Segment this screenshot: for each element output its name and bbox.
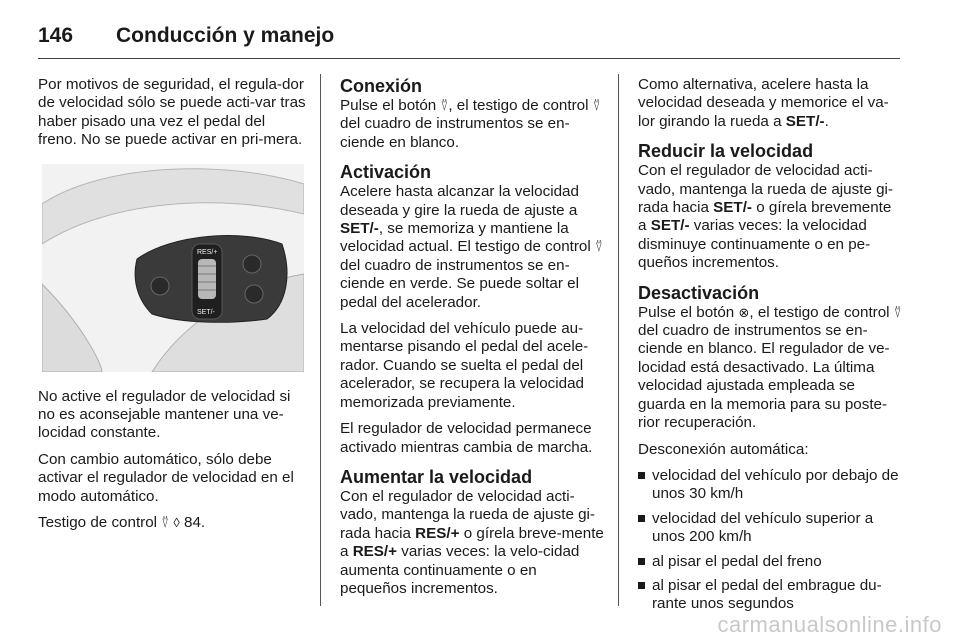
paragraph-indicator-ref: Testigo de control ⍢ ◊ 84. — [38, 514, 206, 532]
auto-disconnect-label: Desconexión automática: — [638, 440, 809, 458]
auto-disconnect-list — [638, 467, 902, 614]
column-2 — [340, 76, 604, 606]
cruise-control-icon: ⍢ — [440, 98, 449, 113]
cruise-control-icon: ⍢ — [594, 239, 603, 255]
paragraph-constant-speed: No active el regulador de velocidad si no es aconsejable mantener una ve-locidad constante. — [38, 387, 291, 442]
steering-wheel-controls-image — [42, 164, 304, 372]
cruise-control-icon: ⍢ — [161, 515, 170, 531]
cruise-control-icon: ⍢ — [592, 98, 601, 113]
column-divider-2 — [618, 74, 619, 606]
watermark: carmanualsonline.info — [717, 612, 942, 637]
paragraph-alternative: Como alternativa, acelere hasta la velocidad deseada y memorice el va-lor girando la rueda a SET/-. — [638, 76, 889, 130]
heading-aumentar: Aumentar la velocidad — [340, 466, 533, 487]
header-rule — [38, 58, 900, 59]
set-control-label: SET/- — [785, 112, 825, 130]
page-reference-link[interactable]: 84. — [184, 514, 206, 532]
paragraph-conexion: Pulse el botón ⍢, el testigo de control ⍢ del cuadro de instrumentos se en-ciende en blanco. — [340, 97, 601, 151]
list-item: al pisar el pedal del embrague du-rante unos segundos — [638, 577, 902, 614]
page-number: 146 — [38, 24, 74, 47]
heading-conexion: Conexión — [340, 76, 423, 96]
heading-desactivacion: Desactivación — [638, 282, 760, 303]
set-control-label: SET/- — [650, 217, 690, 235]
res-control-label: RES/+ — [352, 543, 398, 561]
set-control-label: SET/- — [713, 199, 752, 217]
column-1 — [38, 76, 306, 540]
paragraph-accelerate: La velocidad del vehículo puede au-mentarse pisando el pedal del acele-rador. Cuando se suelta el pedal del acelerador, se recupera la velocidad memorizada previamente. — [340, 320, 589, 411]
paragraph-activacion: Acelere hasta alcanzar la velocidad deseada y gire la rueda de ajuste a SET/-, se memoriza y mantiene la velocidad actual. El testigo de control ⍢ del cuadro de instrumentos se en-ciende en verde. Se puede soltar el pedal del acelerador. — [340, 183, 603, 311]
paragraph-automatic: Con cambio automático, sólo debe activar el regulador de velocidad en el modo automático. — [38, 450, 294, 505]
set-label: SET/- — [197, 308, 215, 316]
list-item: velocidad del vehículo por debajo de unos 30 km/h — [638, 467, 902, 504]
res-label: RES/+ — [197, 248, 218, 256]
page-header — [38, 16, 900, 56]
list-item: velocidad del vehículo superior a unos 200 km/h — [638, 510, 902, 547]
page-reference-icon: ◊ — [173, 515, 180, 531]
cruise-control-icon: ⍢ — [893, 304, 902, 320]
set-control-label: SET/- — [340, 220, 379, 238]
res-control-label: RES/+ — [415, 524, 460, 542]
paragraph-gear-change: El regulador de velocidad permanece activado mientras cambia de marcha. — [340, 420, 593, 456]
paragraph-reducir: Con el regulador de velocidad acti-vado, mantenga la rueda de ajuste gi-rada hacia SET/- o gírela brevemente a SET/- varias veces: la velocidad disminuye continuamente o en pe-queños incrementos. — [638, 162, 893, 272]
column-divider-1 — [320, 74, 321, 606]
paragraph-safety: Por motivos de seguridad, el regula-dor de velocidad sólo se puede acti-var tras haber pisado una vez el pedal del freno. No se puede activar en pri-mera. — [38, 76, 306, 149]
heading-activacion: Activación — [340, 162, 432, 183]
section-title: Conducción y manejo — [116, 24, 335, 47]
paragraph-aumentar: Con el regulador de velocidad acti-vado, mantenga la rueda de ajuste gi-rada hacia RES/+ o gírela breve-mente a RES/+ varias veces: la velo-cidad aumenta continuamente o en pequeños incrementos. — [340, 487, 604, 597]
list-item: al pisar el pedal del freno — [638, 553, 902, 571]
cruise-cancel-icon: ⊗ — [738, 304, 750, 320]
heading-reducir: Reducir la velocidad — [638, 141, 814, 162]
paragraph-desactivacion: Pulse el botón ⊗, el testigo de control ⍢ del cuadro de instrumentos se en-ciende en blanco. El regulador de ve-locidad está desactivado. La última velocidad ajustada empleada se guarda en la memoria para su poste-rior recuperación. — [638, 303, 902, 432]
column-3 — [638, 76, 902, 620]
